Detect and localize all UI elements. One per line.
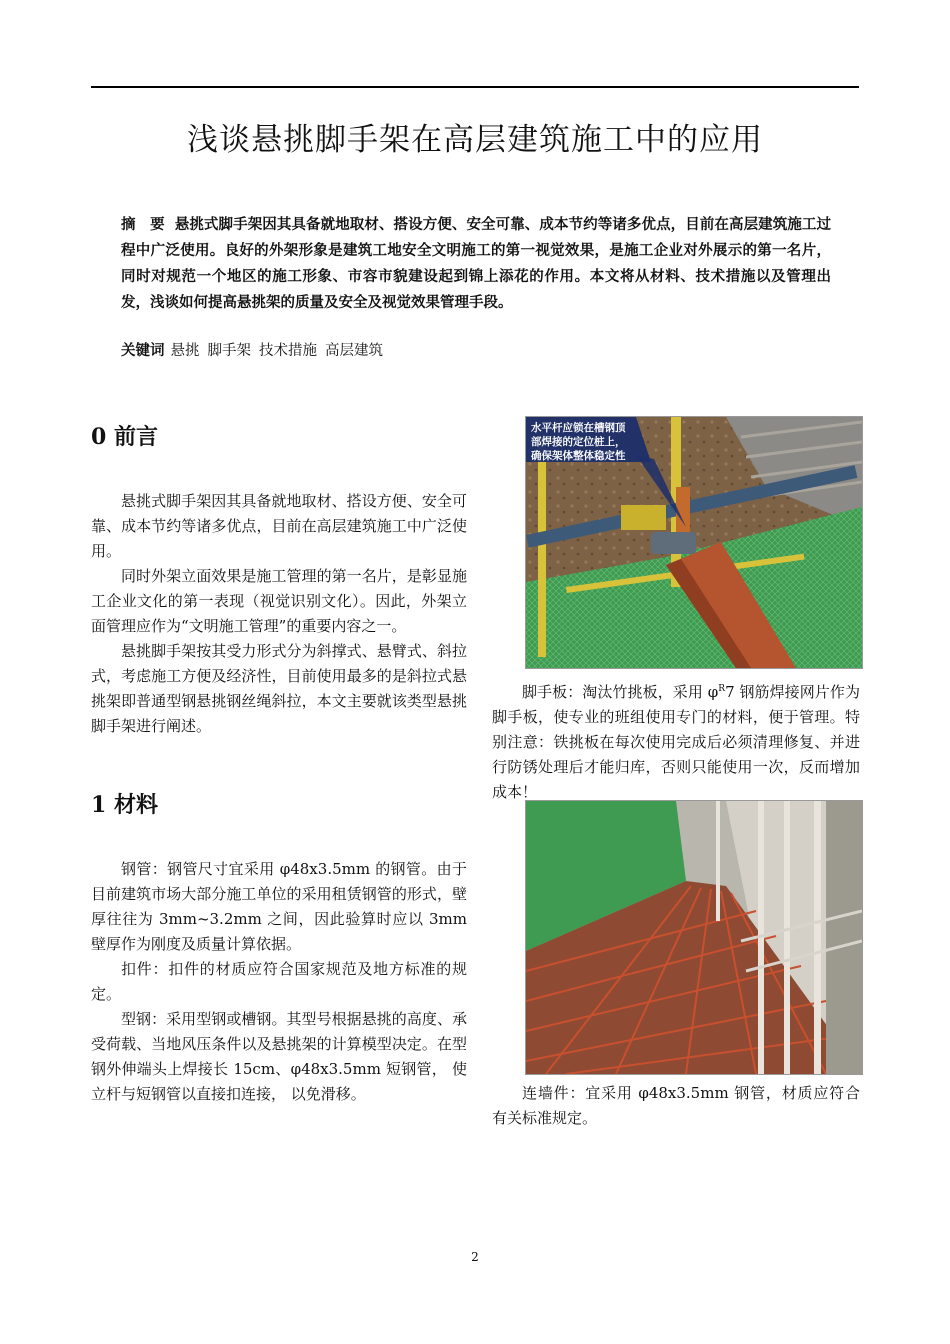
- paragraph-part: 脚手板：淘汰竹挑板，采用 φ: [522, 683, 719, 701]
- keywords: [121, 338, 831, 364]
- paragraph: 扣件：扣件的材质应符合国家规范及地方标准的规定。: [91, 960, 467, 1003]
- section-body-materials: [91, 857, 467, 1107]
- page-title: 浅谈悬挑脚手架在高层建筑施工中的应用: [187, 122, 763, 158]
- keyword: 悬挑: [170, 343, 200, 359]
- paragraph: 钢管：钢管尺寸宜采用 φ48x3.5mm 的钢管。由于目前建筑市场大部分施工单位的采用租赁钢管的形式，壁厚往往为 3mm~3.2mm 之间，因此验算时应以 3mm 壁厚作为刚度及质量计算依据。: [91, 860, 467, 953]
- paragraph: 悬挑式脚手架因其具备就地取材、搭设方便、安全可靠、成本节约等诸多优点，目前在高层建筑施工中广泛使用。: [91, 492, 467, 560]
- paragraph: 悬挑脚手架按其受力形式分为斜撑式、悬臂式、斜拉式，考虑施工方便及经济性，目前使用最多的是斜拉式悬挑架即普通型钢悬挑钢丝绳斜拉，本文主要就该类型悬挑脚手架进行阐述。: [91, 642, 467, 735]
- section-body-preface: [91, 489, 467, 739]
- paragraph: 型钢：采用型钢或槽钢。其型号根据悬挑的高度、承受荷载、当地风压条件以及悬挑架的计算模型决定。在型钢外伸端头上焊接长 15cm、φ48x3.5mm 短钢管， 使立杆与短钢管以直接扣连接， 以免滑移。: [91, 1010, 467, 1103]
- scaffold-anchor-illustration: [526, 417, 862, 668]
- abstract-text: 悬挑式脚手架因其具备就地取材、搭设方便、安全可靠、成本节约等诸多优点，目前在高层建筑施工过程中广泛使用。良好的外架形象是建筑工地安全文明施工的第一视觉效果，是施工企业对外展示的第一名片，同时对规范一个地区的施工形象、市容市貌建设起到锦上添花的作用。本文将从材料、技术措施以及管理出发，浅谈如何提高悬挑架的质量及安全及视觉效果管理手段。: [121, 217, 832, 311]
- scaffold-anchor-photo: [525, 416, 863, 669]
- paragraph-part: 7 钢筋焊接网片作为脚手板，使专业的班组使用专门的材料，便于管理。特别注意：铁挑板在每次使用完成后必须清理修复、并进行防锈处理后才能归库，否则只能使用一次，反而增加成本！: [492, 683, 860, 801]
- keyword: 技术措施: [259, 343, 317, 359]
- paragraph: 连墙件：宜采用 φ48x3.5mm 钢管，材质应符合有关标准规定。: [492, 1084, 860, 1127]
- rebar-mesh-walkway-photo: [525, 800, 863, 1075]
- scaffold-board-text: [492, 677, 860, 805]
- rebar-mesh-walkway-illustration: [526, 801, 862, 1074]
- keywords-label: 关键词: [121, 343, 165, 359]
- photo-annotation-line: 水平杆应锁在槽钢顶: [531, 422, 626, 434]
- section-heading-preface: 0 前言: [91, 424, 158, 450]
- section-heading-materials: 1 材料: [91, 792, 158, 818]
- wall-tie-text: [492, 1081, 860, 1131]
- page-number: 2: [471, 1250, 479, 1264]
- photo-annotation-line: 部焊接的定位桩上，: [531, 436, 626, 448]
- paragraph: 同时外架立面效果是施工管理的第一名片，是彰显施工企业文化的第一表现（视觉识别文化）。因此，外架立面管理应作为“文明施工管理”的重要内容之一。: [91, 567, 467, 635]
- photo-annotation-line: 确保架体整体稳定性: [531, 450, 626, 462]
- abstract-label: 摘 要: [121, 217, 165, 233]
- keyword: 脚手架: [207, 343, 251, 359]
- keyword: 高层建筑: [325, 343, 383, 359]
- abstract: [121, 212, 831, 316]
- top-rule: [91, 86, 859, 88]
- superscript: R: [718, 684, 726, 694]
